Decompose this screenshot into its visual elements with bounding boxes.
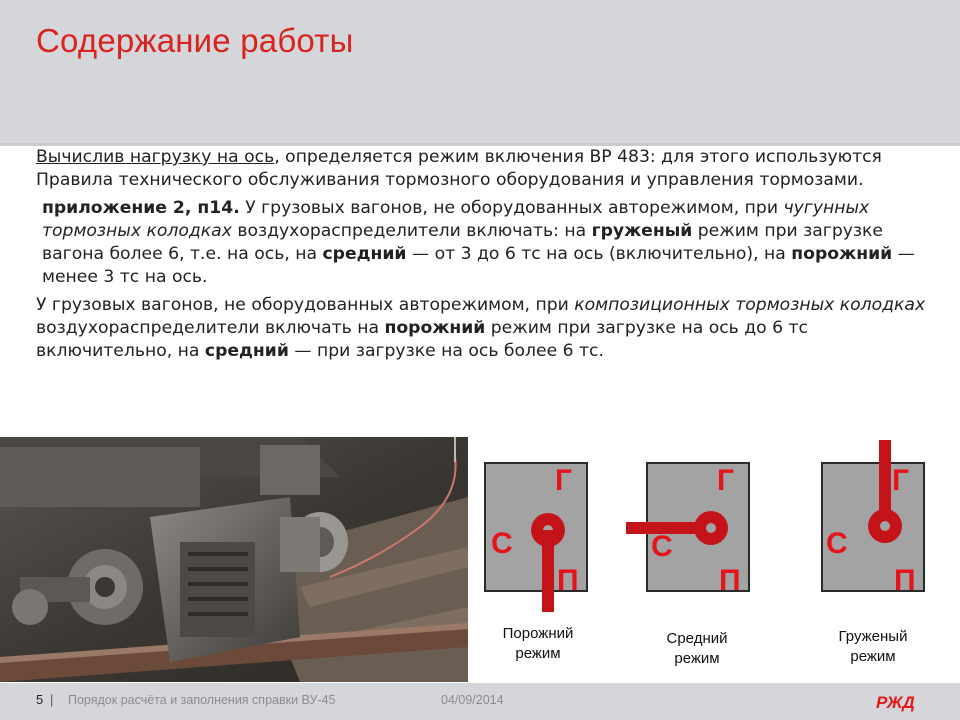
- letter-g: Г: [717, 464, 735, 497]
- slide-title: Содержание работы: [36, 22, 354, 59]
- cast-iron-shoes: чугунных тормозных колодках: [42, 198, 870, 241]
- caption-line-1: Порожний: [502, 625, 574, 642]
- paragraph-1: [36, 146, 926, 192]
- letter-p: П: [719, 564, 741, 597]
- slide-header: [0, 0, 960, 146]
- footer-title: Порядок расчёта и заполнения справки ВУ-45: [68, 693, 336, 707]
- letter-p: П: [894, 564, 916, 597]
- paragraph-2-text-d: — от 3 до 6 тс на ось (включительно), на: [406, 244, 792, 264]
- caption-line-2: режим: [515, 645, 561, 662]
- mode-medium: средний: [322, 244, 407, 264]
- rzd-logo-icon: [872, 689, 928, 715]
- letter-s: С: [651, 530, 673, 563]
- paragraph-3-text-a: У грузовых вагонов, не оборудованных авторежимом, при: [36, 295, 575, 315]
- caption-line-1: Средний: [666, 630, 728, 647]
- mode-caption: [637, 629, 757, 669]
- slide-footer: [0, 683, 960, 720]
- underlined-phrase: Вычислив нагрузку на ось: [36, 147, 275, 167]
- caption-line-2: режим: [850, 648, 896, 665]
- mode-medium-2: средний: [204, 341, 289, 361]
- paragraph-3-text-d: — при загрузке на ось более 6 тс.: [288, 341, 604, 361]
- paragraph-2-text-a: У грузовых вагонов, не оборудованных авторежимом, при: [239, 198, 784, 218]
- mode-empty-2: порожний: [384, 318, 486, 338]
- paragraph-3-text-c: режим при загрузке на ось до 6 тс включительно, на: [36, 318, 808, 361]
- paragraph-2-text-c: режим при загрузке вагона более 6, т.е. на ось, на: [42, 221, 884, 264]
- svg-text:РЖД: РЖД: [876, 693, 915, 712]
- letter-s: С: [826, 527, 848, 560]
- paragraph-3-text-b: воздухораспределители включать на: [36, 318, 385, 338]
- letter-p: П: [557, 564, 579, 597]
- paragraph-1-text: , определяется режим включения ВР 483: для этого используются Правила технического обслуживания тормозного оборудования и управления тормозами.: [36, 147, 882, 190]
- mode-loaded: груженый: [591, 221, 693, 241]
- letter-g: Г: [555, 464, 573, 497]
- mode-caption: [478, 624, 598, 664]
- paragraph-3: [36, 294, 926, 363]
- letter-g: Г: [892, 464, 910, 497]
- paragraph-2: [36, 197, 926, 289]
- paragraph-2-text-b: воздухораспределители включать: на: [231, 221, 592, 241]
- appendix-reference: приложение 2, п14.: [42, 198, 240, 218]
- composite-shoes: композиционных тормозных колодках: [574, 295, 926, 315]
- paragraph-2-text-e: — менее 3 тс на ось.: [42, 244, 915, 287]
- mode-caption: [813, 627, 933, 667]
- caption-line-2: режим: [674, 650, 720, 667]
- footer-date: 04/09/2014: [441, 693, 504, 707]
- footer-separator: |: [50, 692, 54, 707]
- caption-line-1: Груженый: [838, 628, 908, 645]
- air-distributor-photo: [0, 437, 468, 682]
- slide-body: [36, 146, 926, 368]
- letter-s: С: [491, 527, 513, 560]
- page-number: 5: [36, 692, 44, 707]
- mode-empty: порожний: [791, 244, 893, 264]
